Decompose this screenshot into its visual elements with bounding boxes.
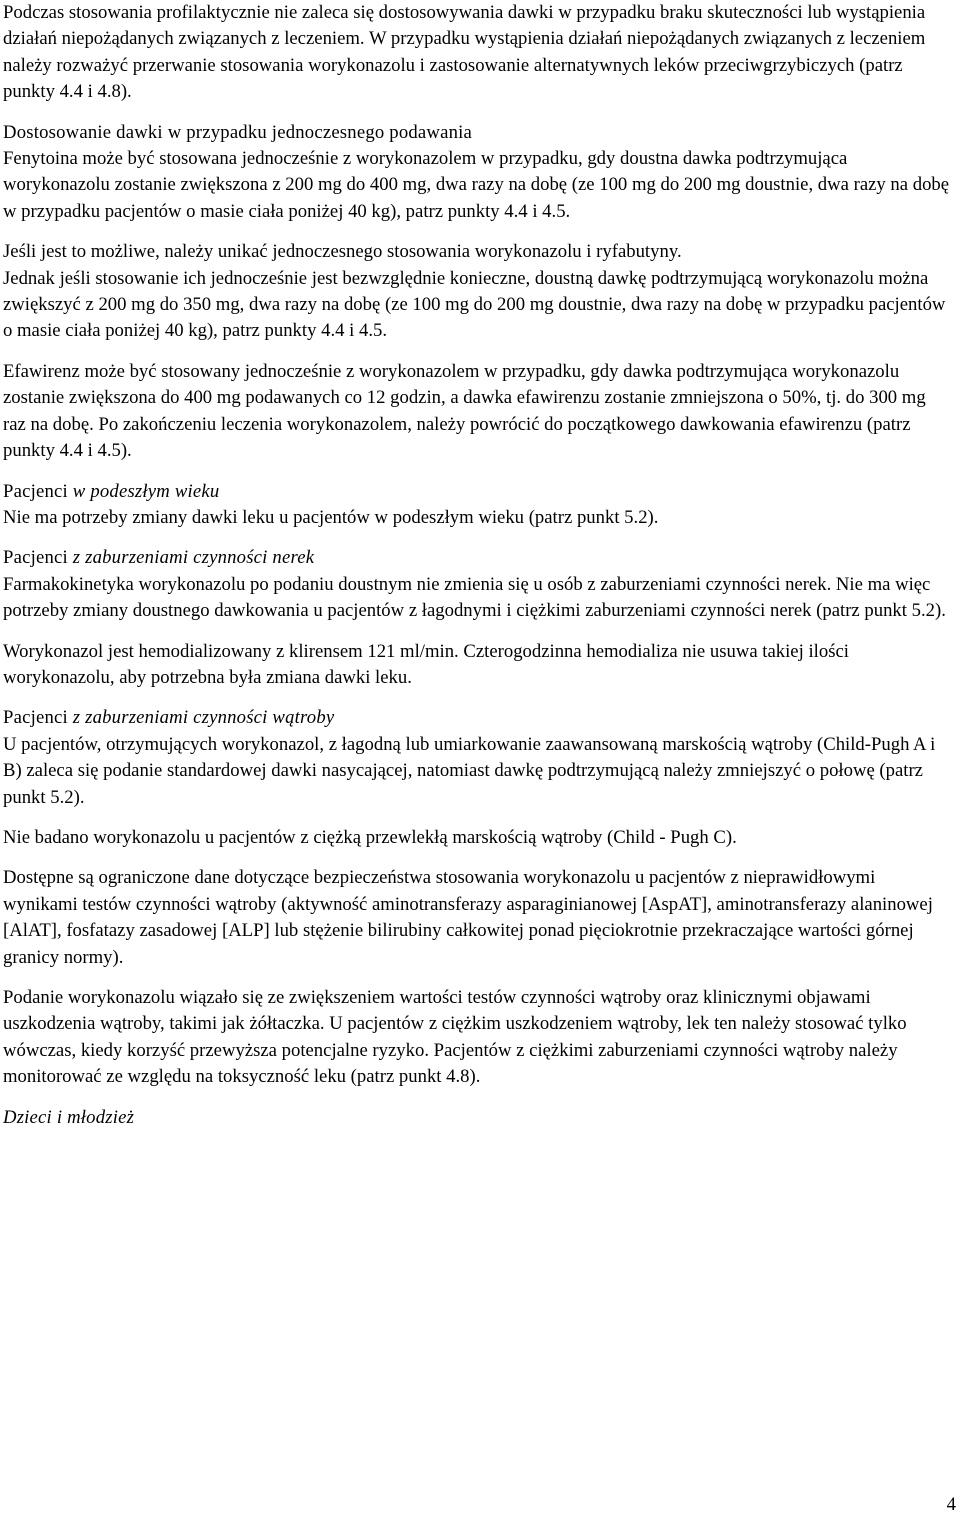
spacer [3,225,950,239]
paragraph-fenytoina: Fenytoina może być stosowana jednocześnie z worykonazolem w przypadku, gdy doustna dawka podtrzymująca worykonazolu zostanie zwiększona z 200 mg do 400 mg, dwa razy na dobę (ze 100 mg do 200 mg doustnie, dwa razy na dobę w przypadku pacjentów o masie ciała poniżej 40 kg), patrz punkty 4.4 i 4.5. [3,148,950,222]
paragraph-limited-data: Dostępne są ograniczone dane dotyczące bezpieczeństwa stosowania worykonazolu u pacjentów z nieprawidłowymi wynikami testów czynności wątroby (aktywność aminotransferazy asparaginianowej [AspAT], aminotransferazy alaninowej [AlAT], fosfatazy zasadowej [ALP] lub stężenie bilirubiny całkowitej ponad pięciokrotnie przekraczające wartości górnej granicy normy). [3,867,933,968]
heading-renal [3,545,950,571]
spacer [3,345,950,359]
paragraph-prophylaxis: Podczas stosowania profilaktycznie nie zaleca się dostosowywania dawki w przypadku braku skuteczności lub wystąpienia działań niepożądanych związanych z leczeniem. W przypadku wystąpienia działań niepożądanych związanych z leczeniem należy rozważyć przerwanie stosowania worykonazolu i zastosowanie alternatywnych leków przeciwgrzybiczych (patrz punkty 4.4 i 4.8). [3,2,926,103]
heading-elderly-plain: Pacjenci [3,480,73,502]
paragraph-ryfabutyna-avoid: Jeśli jest to możliwe, należy unikać jednoczesnego stosowania worykonazolu i ryfabutyny. [3,241,682,263]
spacer [3,691,950,705]
heading-renal-plain: Pacjenci [3,547,73,569]
paragraph-ryfabutyna-dose: Jednak jeśli stosowanie ich jednocześnie jest bezwzględnie konieczne, doustną dawkę podtrzymującą worykonazolu można zwiększyć z 200 mg do 350 mg, dwa razy na dobę (ze 100 mg do 200 mg doustnie, dwa razy na dobę w przypadku pacjentów o masie ciała poniżej 40 kg), patrz punkty 4.4 i 4.5. [3,267,946,342]
spacer [3,465,950,479]
page-number: 4 [946,1494,956,1515]
paragraph-elderly: Nie ma potrzeby zmiany dawki leku u pacjentów w podeszłym wieku (patrz punkt 5.2). [3,506,659,528]
heading-hepatic-italic: z zaburzeniami czynności wątroby [72,707,335,729]
heading-renal-italic: z zaburzeniami czynności nerek [72,547,315,569]
paragraph-liver-damage: Podanie worykonazolu wiązało się ze zwiększeniem wartości testów czynności wątroby oraz klinicznymi objawami uszkodzenia wątroby, takimi jak żółtaczka. U pacjentów z ciężkim uszkodzeniem wątroby, lek ten należy stosować tylko wówczas, kiedy korzyść przewyższa potencjalne ryzyko. Pacjentów z ciężkimi zaburzeniami czynności wątroby należy monitorować ze względu na toksyczność leku (patrz punkt 4.8). [3,987,907,1088]
heading-children: Dzieci i młodzież [3,1106,135,1128]
spacer [3,1091,950,1105]
heading-elderly [3,479,950,505]
heading-hepatic-plain: Pacjenci [3,707,73,729]
paragraph-efawirenz: Efawirenz może być stosowany jednocześnie z worykonazolem w przypadku, gdy dawka podtrzymująca worykonazolu zostanie zwiększona do 400 mg podawanych co 12 godzin, a dawka efawirenzu zostanie zmniejszona o 50%, tj. do 300 mg raz na dobę. Po zakończeniu leczenia worykonazolem, należy powrócić do początkowego dawkowania efawirenzu (patrz punkty 4.4 i 4.5). [3,360,926,462]
paragraph-dialysis: Worykonazol jest hemodializowany z klirensem 121 ml/min. Czterogodzinna hemodializa nie usuwa takiej ilości worykonazolu, aby potrzebna była zmiana dawki leku. [3,640,849,688]
spacer [3,971,950,985]
paragraph-renal: Farmakokinetyka worykonazolu po podaniu doustnym nie zmienia się u osób z zaburzeniami czynności nerek. Nie ma więc potrzeby zmiany doustnego dawkowania u pacjentów z łagodnymi i ciężkimi zaburzeniami czynności nerek (patrz punkt 5.2). [3,573,946,622]
heading-coadministration: Dostosowanie dawki w przypadku jednoczesnego podawania [3,121,473,143]
spacer [3,811,950,825]
spacer [3,531,950,545]
spacer [3,625,950,639]
heading-hepatic [3,705,950,731]
spacer [3,106,950,120]
paragraph-hepatic: U pacjentów, otrzymujących worykonazol, z łagodną lub umiarkowanie zaawansowaną marskością wątroby (Child-Pugh A i B) zaleca się podanie standardowej dawki nasycającej, natomiast dawkę podtrzymującą należy zmniejszyć o połowę (patrz punkt 5.2). [3,733,936,808]
paragraph-child-pugh-c: Nie badano worykonazolu u pacjentów z ciężką przewlekłą marskością wątroby (Child - Pugh C). [3,826,737,848]
heading-elderly-italic: w podeszłym wieku [72,480,220,502]
spacer [3,851,950,865]
